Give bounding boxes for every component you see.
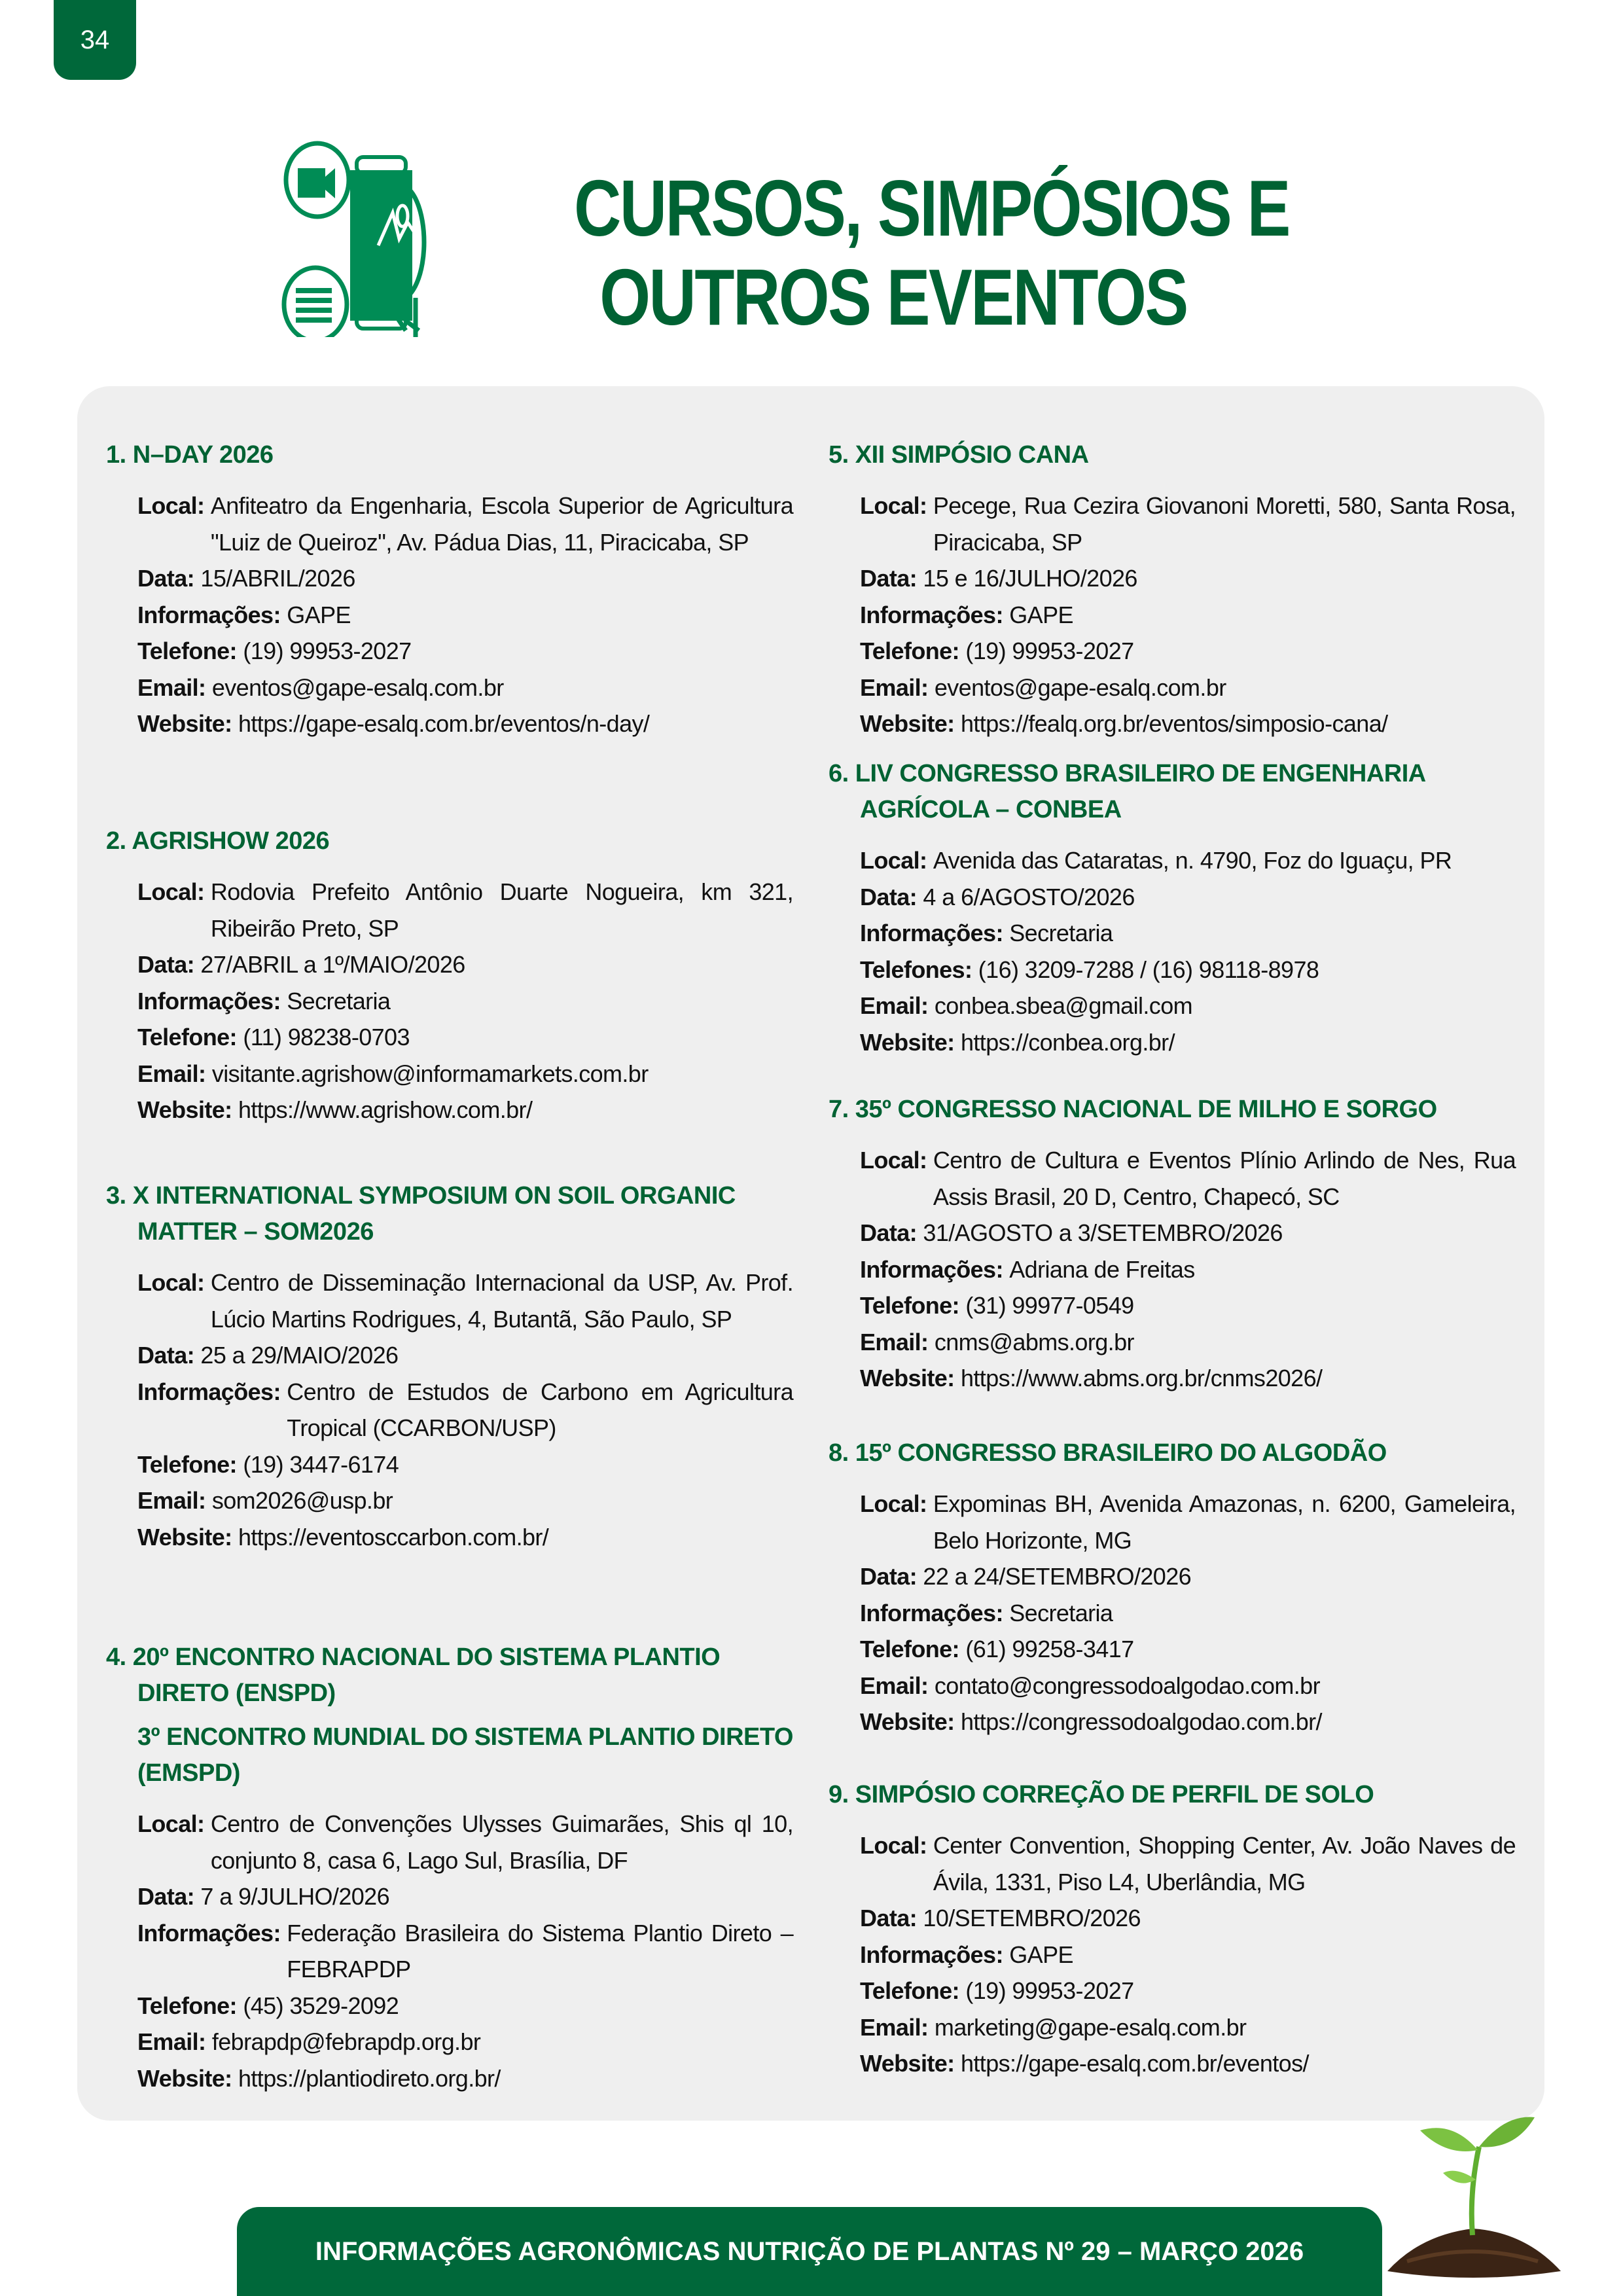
field-label: Local: — [860, 1147, 933, 1174]
field-label: Telefone: — [137, 1992, 243, 2019]
field-value: Secretaria — [287, 987, 391, 1014]
event-field — [137, 1806, 793, 1878]
event-field — [860, 988, 1516, 1024]
event-details — [106, 1265, 793, 1555]
event-title: 1. N–DAY 2026 — [106, 441, 274, 469]
event-field — [137, 1265, 793, 1337]
field-value: Adriana de Freitas — [1009, 1255, 1195, 1283]
event-field — [137, 1988, 793, 2024]
field-value[interactable]: https://plantiodireto.org.br/ — [238, 2064, 501, 2092]
event-title: 4. 20º ENCONTRO NACIONAL DO SISTEMA PLANTIO DIRETO (ENSPD) — [106, 1643, 721, 1707]
field-value: (11) 98238-0703 — [243, 1024, 410, 1050]
field-label: Informações: — [860, 1599, 1010, 1626]
field-label: Informações: — [860, 920, 1010, 946]
event-title: 9. SIMPÓSIO CORREÇÃO DE PERFIL DE SOLO — [829, 1781, 1374, 1808]
field-value: 4 a 6/AGOSTO/2026 — [923, 883, 1135, 910]
event-title: 7. 35º CONGRESSO NACIONAL DE MILHO E SORGO — [829, 1096, 1437, 1123]
field-label: Email: — [137, 2028, 212, 2055]
event-field — [860, 1631, 1516, 1668]
field-value[interactable]: https://fealq.org.br/eventos/simposio-cana/ — [960, 710, 1388, 737]
field-label: Telefone: — [137, 1024, 243, 1050]
field-label: Website: — [137, 1523, 238, 1551]
field-label: Data: — [860, 1219, 923, 1246]
event-field — [860, 1142, 1516, 1215]
field-value[interactable]: https://eventosccarbon.com.br/ — [238, 1523, 549, 1551]
field-label: Data: — [860, 1905, 923, 1931]
field-label: Data: — [137, 565, 201, 592]
field-label: Local: — [137, 878, 211, 905]
event-field — [137, 706, 793, 742]
field-label: Local: — [860, 492, 933, 519]
event-field — [137, 1374, 793, 1446]
field-value: Centro de Cultura e Eventos Plínio Arlindo de Nes, Rua Assis Brasil, 20 D, Centro, Chapecó, SC — [933, 1147, 1516, 1210]
event-title: 3. X INTERNATIONAL SYMPOSIUM ON SOIL ORGANIC MATTER – SOM2026 — [106, 1182, 736, 1246]
field-label: Email: — [860, 673, 935, 701]
field-label: Website: — [137, 710, 238, 737]
field-value: GAPE — [287, 601, 351, 628]
event-field — [137, 1092, 793, 1128]
field-value: Federação Brasileira do Sistema Plantio Direto – FEBRAPDP — [287, 1919, 793, 1982]
event-item — [829, 1435, 1516, 1740]
field-value: 10/SETEMBRO/2026 — [923, 1905, 1141, 1931]
field-label: Informações: — [137, 1919, 287, 1946]
page-title-line: CURSOS, SIMPÓSIOS E — [574, 164, 1289, 253]
field-value[interactable]: som2026@usp.br — [211, 1487, 393, 1514]
field-label: Informações: — [860, 601, 1010, 628]
field-label: Website: — [137, 2064, 238, 2092]
field-value: 7 a 9/JULHO/2026 — [200, 1883, 389, 1910]
field-value: 31/AGOSTO a 3/SETEMBRO/2026 — [923, 1219, 1283, 1246]
event-field — [137, 2060, 793, 2097]
field-value[interactable]: febrapdp@febrapdp.org.br — [211, 2028, 481, 2055]
event-field — [860, 2009, 1516, 2046]
event-field — [860, 1486, 1516, 1558]
event-item — [106, 1640, 793, 2096]
event-item — [106, 1178, 793, 1555]
field-label: Data: — [860, 883, 923, 910]
field-label: Email: — [860, 992, 935, 1019]
field-label: Telefone: — [860, 1292, 966, 1319]
event-field — [860, 952, 1516, 988]
event-field — [860, 1973, 1516, 2009]
event-field — [860, 1287, 1516, 1324]
event-field — [860, 879, 1516, 916]
field-label: Telefone: — [860, 1977, 966, 2004]
field-value: Expominas BH, Avenida Amazonas, n. 6200, Gameleira, Belo Horizonte, MG — [933, 1490, 1516, 1554]
field-label: Telefone: — [137, 637, 243, 664]
field-label: Email: — [860, 2013, 935, 2041]
field-label: Data: — [860, 565, 923, 592]
field-label: Telefone: — [860, 1636, 966, 1662]
event-field — [137, 1446, 793, 1483]
event-field — [860, 488, 1516, 560]
field-value: (16) 3209-7288 / (16) 98118-8978 — [978, 956, 1319, 983]
event-item — [829, 1777, 1516, 2082]
event-field — [860, 1558, 1516, 1595]
event-field — [137, 633, 793, 670]
field-value: GAPE — [1009, 1941, 1073, 1968]
field-value: (19) 3447-6174 — [243, 1450, 399, 1478]
field-value[interactable]: marketing@gape-esalq.com.br — [934, 2013, 1247, 2041]
field-value: (45) 3529-2092 — [243, 1992, 399, 2019]
field-value: 15 e 16/JULHO/2026 — [923, 565, 1137, 592]
event-field — [137, 1878, 793, 1915]
field-value[interactable]: eventos@gape-esalq.com.br — [934, 673, 1226, 701]
field-label: Website: — [860, 1365, 961, 1391]
event-field — [137, 597, 793, 634]
field-label: Telefones: — [860, 956, 978, 983]
field-label: Email: — [137, 673, 212, 701]
event-field — [860, 1704, 1516, 1740]
event-field — [137, 1019, 793, 1056]
field-value[interactable]: visitante.agrishow@informamarkets.com.br — [211, 1060, 649, 1087]
event-details — [829, 1486, 1516, 1740]
field-label: Website: — [860, 1708, 961, 1735]
event-details — [829, 488, 1516, 742]
field-value: (19) 99953-2027 — [243, 637, 412, 664]
event-field — [860, 1024, 1516, 1061]
event-details — [829, 1827, 1516, 2082]
page-number: 34 — [54, 0, 136, 80]
field-label: Local: — [137, 1810, 211, 1837]
event-field — [860, 1827, 1516, 1900]
event-field — [860, 915, 1516, 952]
event-field — [860, 1937, 1516, 1973]
field-label: Telefone: — [137, 1450, 243, 1478]
field-value: (19) 99953-2027 — [965, 1977, 1134, 2004]
field-value: Rodovia Prefeito Antônio Duarte Nogueira, km 321, Ribeirão Preto, SP — [210, 878, 793, 942]
event-field — [860, 1215, 1516, 1251]
event-field — [137, 560, 793, 597]
field-label: Local: — [860, 1490, 933, 1517]
field-label: Data: — [137, 1342, 201, 1369]
field-label: Telefone: — [860, 637, 966, 664]
field-value: Avenida das Cataratas, n. 4790, Foz do Iguaçu, PR — [933, 847, 1452, 874]
field-label: Email: — [860, 1328, 935, 1355]
event-field — [137, 670, 793, 706]
field-label: Email: — [137, 1060, 212, 1087]
field-label: Local: — [860, 1832, 933, 1859]
field-value: 25 a 29/MAIO/2026 — [200, 1342, 399, 1369]
field-value: 15/ABRIL/2026 — [200, 565, 355, 592]
field-value: (61) 99258-3417 — [965, 1636, 1134, 1662]
event-details — [106, 488, 793, 742]
field-label: Website: — [860, 1028, 961, 1056]
event-field — [137, 946, 793, 983]
page-title — [504, 164, 1289, 342]
field-value[interactable]: https://www.agrishow.com.br/ — [238, 1096, 533, 1123]
event-details — [829, 842, 1516, 1060]
event-field — [137, 1519, 793, 1556]
event-item — [106, 437, 793, 742]
field-label: Local: — [137, 1269, 211, 1296]
event-item — [829, 1092, 1516, 1397]
field-label: Informações: — [137, 1378, 287, 1405]
field-value: Secretaria — [1009, 1599, 1113, 1626]
field-label: Website: — [860, 2050, 961, 2077]
field-value[interactable]: eventos@gape-esalq.com.br — [211, 673, 504, 701]
field-value: Secretaria — [1009, 920, 1113, 946]
event-title: 6. LIV CONGRESSO BRASILEIRO DE ENGENHARIA AGRÍCOLA – CONBEA — [829, 760, 1425, 823]
field-value[interactable]: https://gape-esalq.com.br/eventos/ — [960, 2050, 1309, 2077]
event-field — [860, 706, 1516, 742]
event-field — [137, 1915, 793, 1988]
event-field — [860, 2045, 1516, 2082]
field-label: Informações: — [860, 1255, 1010, 1283]
event-field — [860, 633, 1516, 670]
event-details — [106, 874, 793, 1128]
event-field — [137, 488, 793, 560]
field-value[interactable]: conbea.sbea@gmail.com — [934, 992, 1193, 1019]
event-field — [860, 597, 1516, 634]
event-title: 8. 15º CONGRESSO BRASILEIRO DO ALGODÃO — [829, 1439, 1387, 1467]
event-field — [137, 1056, 793, 1092]
event-field — [860, 670, 1516, 706]
field-label: Data: — [137, 951, 201, 978]
event-details — [106, 1806, 793, 2096]
field-label: Informações: — [137, 987, 287, 1014]
event-item — [829, 437, 1516, 742]
field-label: Website: — [137, 1096, 238, 1123]
field-label: Data: — [137, 1883, 201, 1910]
field-value[interactable]: https://congressodoalgodao.com.br/ — [960, 1708, 1322, 1735]
field-value: Centro de Convenções Ulysses Guimarães, Shis ql 10, conjunto 8, casa 6, Lago Sul, Brasília, DF — [210, 1810, 793, 1874]
event-field — [860, 1900, 1516, 1937]
field-label: Informações: — [137, 601, 287, 628]
event-field — [860, 1251, 1516, 1288]
field-value[interactable]: https://conbea.org.br/ — [960, 1028, 1175, 1056]
field-value: Pecege, Rua Cezira Giovanoni Moretti, 580, Santa Rosa, Piracicaba, SP — [933, 492, 1516, 556]
field-value: 27/ABRIL a 1º/MAIO/2026 — [200, 951, 465, 978]
event-details — [829, 1142, 1516, 1397]
event-field — [860, 1360, 1516, 1397]
field-value: GAPE — [1009, 601, 1073, 628]
field-label: Local: — [137, 492, 211, 519]
plant-sprout-illustration — [1381, 2094, 1564, 2284]
event-field — [860, 1595, 1516, 1632]
event-title: 2. AGRISHOW 2026 — [106, 827, 330, 855]
field-label: Website: — [860, 710, 961, 737]
event-item — [106, 823, 793, 1128]
event-title: 5. XII SIMPÓSIO CANA — [829, 441, 1089, 469]
event-title: 3º ENCONTRO MUNDIAL DO SISTEMA PLANTIO DIRETO (EMSPD) — [137, 1723, 793, 1787]
field-value[interactable]: cnms@abms.org.br — [934, 1328, 1134, 1355]
field-value: 22 a 24/SETEMBRO/2026 — [923, 1563, 1192, 1590]
field-value: (19) 99953-2027 — [965, 637, 1134, 664]
field-value[interactable]: https://www.abms.org.br/cnms2026/ — [960, 1365, 1323, 1391]
field-label: Email: — [860, 1672, 935, 1699]
event-field — [137, 983, 793, 1020]
events-icon — [281, 141, 491, 337]
field-value: Centro de Disseminação Internacional da USP, Av. Prof. Lúcio Martins Rodrigues, 4, Butantã, São Paulo, SP — [210, 1269, 793, 1333]
event-field — [860, 842, 1516, 879]
page-title-line: OUTROS EVENTOS — [599, 253, 1187, 342]
field-value: Center Convention, Shopping Center, Av. João Naves de Ávila, 1331, Piso L4, Uberlândia, MG — [933, 1832, 1516, 1895]
event-field — [137, 1482, 793, 1519]
field-value[interactable]: contato@congressodoalgodao.com.br — [934, 1672, 1320, 1699]
event-field — [137, 874, 793, 946]
event-field — [860, 560, 1516, 597]
event-field — [137, 1337, 793, 1374]
field-value[interactable]: https://gape-esalq.com.br/eventos/n-day/ — [238, 710, 650, 737]
event-field — [860, 1668, 1516, 1704]
field-label: Local: — [860, 847, 933, 874]
field-label: Data: — [860, 1563, 923, 1590]
field-label: Informações: — [860, 1941, 1010, 1968]
event-item — [829, 756, 1516, 1060]
footer-bar: INFORMAÇÕES AGRONÔMICAS NUTRIÇÃO DE PLANTAS Nº 29 – MARÇO 2026 — [237, 2207, 1382, 2296]
field-value: Anfiteatro da Engenharia, Escola Superior de Agricultura "Luiz de Queiroz", Av. Pádua Dias, 11, Piracicaba, SP — [210, 492, 793, 556]
field-value: (31) 99977-0549 — [965, 1292, 1134, 1319]
field-value: Centro de Estudos de Carbono em Agricultura Tropical (CCARBON/USP) — [287, 1378, 793, 1441]
event-field — [860, 1324, 1516, 1361]
field-label: Email: — [137, 1487, 212, 1514]
event-field — [137, 2024, 793, 2060]
